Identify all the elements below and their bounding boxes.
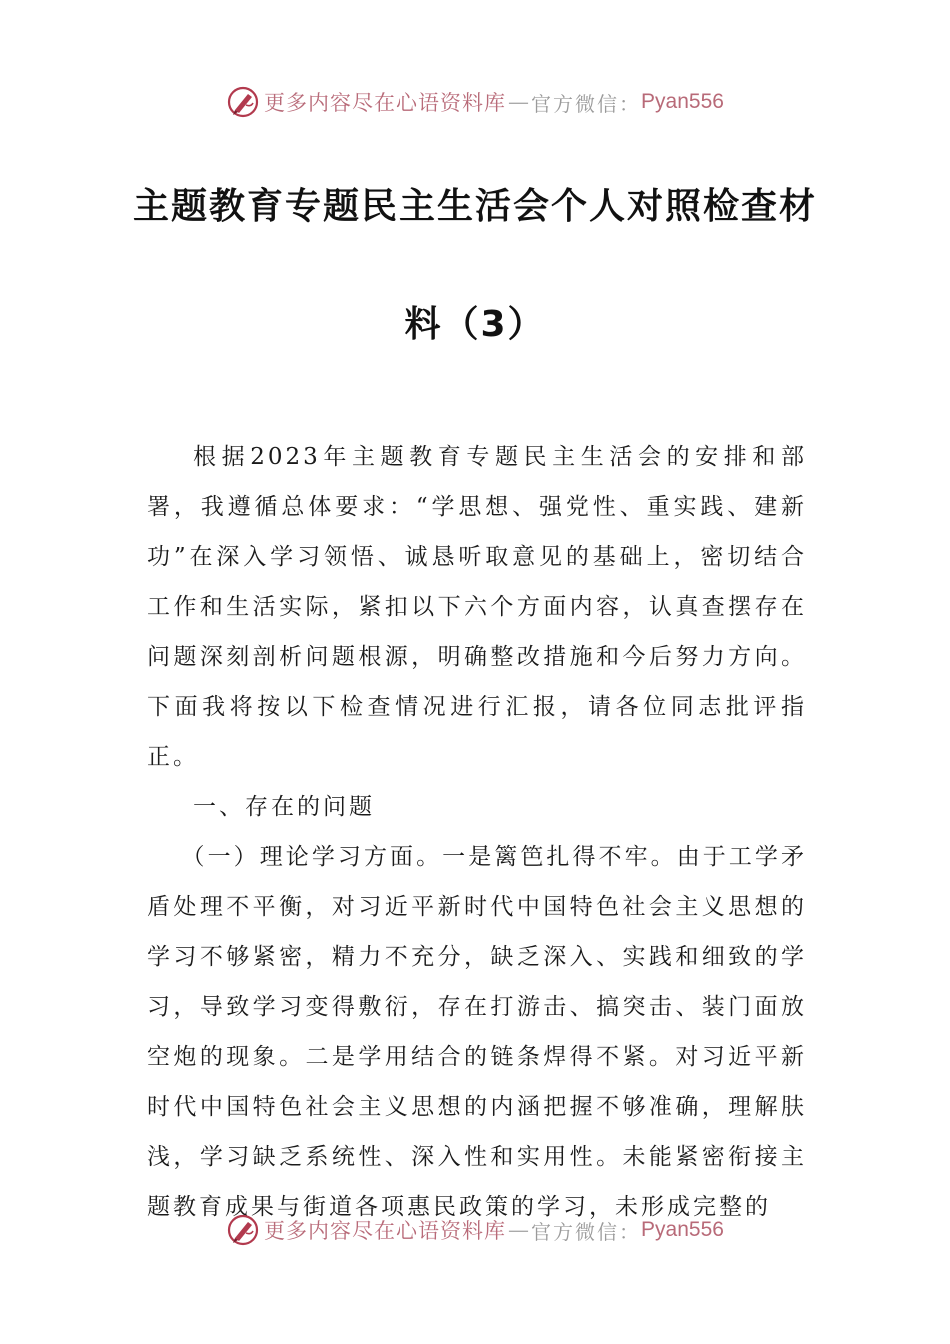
wechat-label: 官方微信： bbox=[531, 1219, 642, 1244]
document-title-line-2: 料（3） bbox=[404, 304, 546, 345]
watermark-dash: — bbox=[508, 90, 530, 114]
pen-logo-icon bbox=[226, 1213, 260, 1247]
watermark-dash: — bbox=[508, 1218, 530, 1242]
intro-paragraph: 根据2023年主题教育专题民主生活会的安排和部署，我遵循总体要求：“学思想、强党性、重实践、建新功”在深入学习领悟、诚恳听取意见的基础上，密切结合工作和生活实际，紧扣以下六个方面内容，认真查摆存在问题深刻剖析问题根源，明确整改措施和今后努力方向。下面我将按以下检查情况进行汇报，请各位同志批评指正。 bbox=[147, 444, 807, 770]
subsection-paragraph: （一）理论学习方面。一是篱笆扎得不牢。由于工学矛盾处理不平衡，对习近平新时代中国特色社会主义思想的学习不够紧密，精力不充分，缺乏深入、实践和细致的学习，导致学习变得敷衍，存在打游击、搞突击、装门面放空炮的现象。二是学用结合的链条焊得不紧。对习近平新时代中国特色社会主义思想的内涵把握不够准确，理解肤浅，学习缺乏系统性、深入性和实用性。未能紧密衔接主题教育成果与街道各项惠民政策的学习，未形成完整的 bbox=[147, 844, 807, 1220]
section-heading: 一、存在的问题 bbox=[193, 794, 375, 820]
pen-logo-icon bbox=[226, 85, 260, 119]
watermark-text: 更多内容尽在心语资料库 bbox=[264, 1219, 507, 1243]
watermark-footer bbox=[0, 1210, 950, 1250]
wechat-id: Pyan556 bbox=[641, 90, 724, 113]
document-title-line-1: 主题教育专题民主生活会个人对照检查材 bbox=[132, 186, 817, 227]
document-body bbox=[147, 432, 807, 1232]
watermark-text: 更多内容尽在心语资料库 bbox=[264, 91, 507, 115]
wechat-label: 官方微信： bbox=[531, 91, 642, 116]
watermark-header bbox=[0, 82, 950, 122]
wechat-id: Pyan556 bbox=[641, 1218, 724, 1241]
